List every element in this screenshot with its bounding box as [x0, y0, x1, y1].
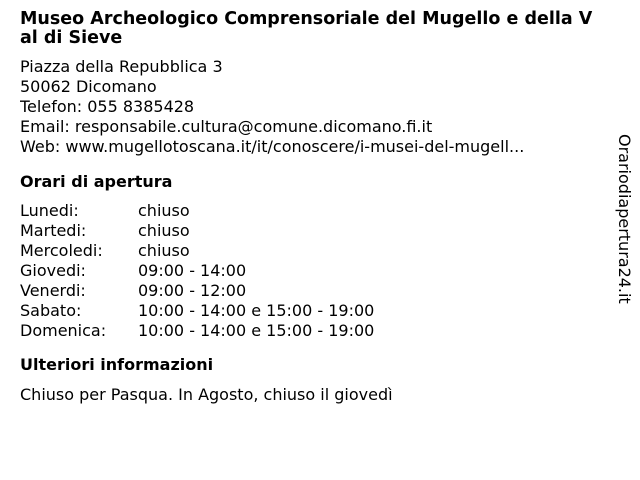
opening-hours-table	[20, 201, 595, 341]
day-hours: chiuso	[138, 241, 190, 260]
day-hours: 09:00 - 14:00	[138, 261, 247, 280]
day-hours: chiuso	[138, 201, 190, 220]
hours-row-tuesday	[20, 221, 595, 241]
museum-title: Museo Archeologico Comprensoriale del Mugello e della Val di Sieve	[20, 9, 593, 48]
hours-row-sunday	[20, 321, 595, 341]
day-hours: 09:00 - 12:00	[138, 281, 247, 300]
opening-hours-heading: Orari di apertura	[20, 172, 173, 191]
hours-row-saturday	[20, 301, 595, 321]
contact-block	[20, 57, 595, 157]
site-watermark: Orariodiapertura24.it	[615, 134, 634, 304]
hours-row-monday	[20, 201, 595, 221]
more-info-heading: Ulteriori informazioni	[20, 355, 214, 374]
address-city: 50062 Dicomano	[20, 77, 157, 96]
hours-row-friday	[20, 281, 595, 301]
website-link[interactable]: Web: www.mugellotoscana.it/it/conoscere/i-musei-del-mugell...	[20, 137, 525, 156]
hours-row-wednesday	[20, 241, 595, 261]
day-label: Lunedi:	[20, 201, 79, 220]
day-label: Venerdi:	[20, 281, 86, 300]
day-label: Domenica:	[20, 321, 107, 340]
day-hours: 10:00 - 14:00 e 15:00 - 19:00	[138, 321, 375, 340]
more-info-text: Chiuso per Pasqua. In Agosto, chiuso il giovedì	[20, 385, 393, 404]
address-street: Piazza della Repubblica 3	[20, 57, 223, 76]
day-label: Mercoledi:	[20, 241, 103, 260]
hours-row-thursday	[20, 261, 595, 281]
phone-number: Telefon: 055 8385428	[20, 97, 195, 116]
email-address: Email: responsabile.cultura@comune.dicomano.fi.it	[20, 117, 433, 136]
day-label: Giovedi:	[20, 261, 86, 280]
day-hours: chiuso	[138, 221, 190, 240]
museum-card	[20, 10, 595, 405]
day-label: Martedi:	[20, 221, 87, 240]
day-label: Sabato:	[20, 301, 82, 320]
day-hours: 10:00 - 14:00 e 15:00 - 19:00	[138, 301, 375, 320]
